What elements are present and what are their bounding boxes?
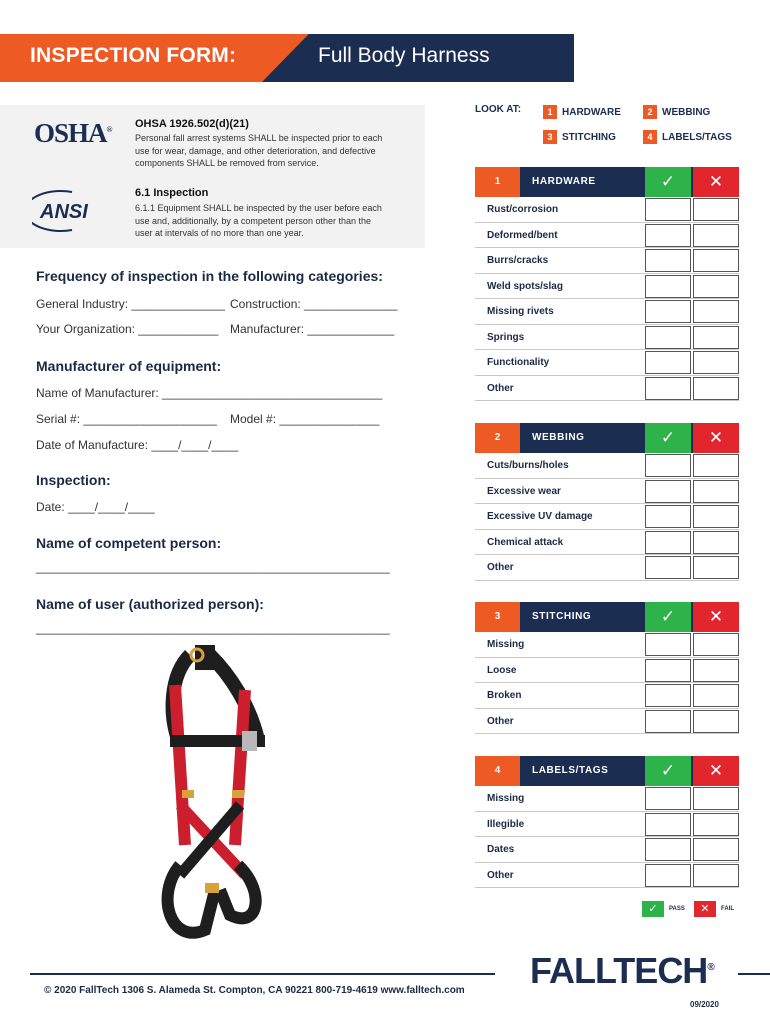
row-label: Missing [487,793,525,804]
table-title: LABELS/TAGS [532,765,609,776]
pass-checkbox[interactable] [645,684,691,707]
manufacturer-heading: Manufacturer of equipment: [36,358,222,374]
pass-checkbox[interactable] [645,787,691,810]
fail-icon: ✕ [693,756,739,786]
lookat-webbing: 2 WEBBING [643,105,710,119]
pass-icon: ✓ [645,167,691,197]
manufacturer-frequency-field[interactable]: Manufacturer: _____________ [230,322,395,336]
table-title: WEBBING [532,432,585,443]
row-label: Loose [487,664,517,676]
table-title: STITCHING [532,611,592,622]
table-number: 2 [475,423,520,453]
pass-checkbox[interactable] [645,556,691,579]
harness-image [150,645,275,955]
table-row [475,453,739,479]
pass-checkbox[interactable] [645,351,691,374]
table-row [475,786,739,812]
pass-checkbox[interactable] [645,813,691,836]
pass-icon: ✓ [645,602,691,632]
legend-fail-icon: ✕ [694,901,716,917]
manufacturer-name-field[interactable]: Name of Manufacturer: _________________________________ [36,386,383,400]
row-label: Missing [487,639,525,650]
row-label: Functionality [487,357,550,368]
fail-checkbox[interactable] [693,275,739,298]
falltech-logo: FALLTECH® [530,950,714,991]
fail-checkbox[interactable] [693,787,739,810]
revision-date: 09/2020 [690,1000,719,1009]
user-field[interactable]: _____________________________________________________ [36,621,390,635]
row-label: Other [487,869,514,881]
lookat-stitching: 3 STITCHING [543,130,616,144]
serial-field[interactable]: Serial #: ____________________ [36,412,217,426]
ansi-logo [32,186,122,234]
manufacture-date-field[interactable]: Date of Manufacture: ____/____/____ [36,438,239,452]
row-label: Missing rivets [487,306,554,317]
competent-person-field[interactable]: _____________________________________________________ [36,560,390,574]
fail-checkbox[interactable] [693,249,739,272]
fail-checkbox[interactable] [693,454,739,477]
osha-logo: OSHA® [34,118,112,148]
pass-checkbox[interactable] [645,531,691,554]
table-row [475,530,739,556]
ansi-text: 6.1.1 Equipment SHALL be inspected by the user before each use and, additionally, by a competent person other than the user at intervals of no more than one year. [135,203,382,238]
pass-checkbox[interactable] [645,300,691,323]
table-row [475,197,739,223]
ansi-code: 6.1 Inspection [135,187,209,199]
table-row [475,223,739,249]
fail-checkbox[interactable] [693,351,739,374]
table-row [475,274,739,300]
pass-checkbox[interactable] [645,275,691,298]
table-row [475,683,739,709]
table-row [475,504,739,530]
fail-checkbox[interactable] [693,710,739,733]
pass-checkbox[interactable] [645,326,691,349]
pass-checkbox[interactable] [645,198,691,221]
row-label: Other [487,715,514,727]
fail-checkbox[interactable] [693,480,739,503]
table-webbing [475,423,739,581]
user-heading: Name of user (authorized person): [36,596,264,612]
row-label: Chemical attack [487,536,564,548]
table-header [475,756,739,786]
table-number: 3 [475,602,520,632]
row-label: Rust/corrosion [487,204,559,215]
table-row [475,325,739,351]
table-row [475,658,739,684]
inspection-date-field[interactable]: Date: ____/____/____ [36,500,155,514]
row-label: Burrs/cracks [487,255,549,266]
inspection-heading: Inspection: [36,472,111,488]
table-header [475,423,739,453]
footer-contact: © 2020 FallTech 1306 S. Alameda St. Compton, CA 90221 800-719-4619 www.falltech.com [44,985,465,996]
row-label: Springs [487,331,525,343]
footer-rule-right [738,973,770,975]
osha-text: Personal fall arrest systems SHALL be inspected prior to each use for wear, damage, and other deterioration, and defective components SHALL be removed from service. [135,133,383,168]
fail-icon: ✕ [693,423,739,453]
legend-pass-label: PASS [669,906,685,912]
table-title: HARDWARE [532,176,596,187]
row-label: Excessive UV damage [487,511,593,522]
table-stitching [475,602,739,734]
fail-checkbox[interactable] [693,531,739,554]
fail-checkbox[interactable] [693,684,739,707]
competent-person-heading: Name of competent person: [36,535,222,551]
table-number: 1 [475,167,520,197]
svg-text:ANSI: ANSI [40,201,88,223]
model-field[interactable]: Model #: _______________ [230,412,380,426]
fail-checkbox[interactable] [693,198,739,221]
table-row [475,248,739,274]
row-label: Other [487,562,514,573]
row-label: Weld spots/slag [487,280,563,292]
lookat-label: LOOK AT: [475,104,522,115]
row-label: Dates [487,844,515,855]
table-row [475,837,739,863]
fail-checkbox[interactable] [693,300,739,323]
row-label: Broken [487,690,522,701]
row-label: Excessive wear [487,485,561,497]
table-row [475,555,739,581]
legend-fail-label: FAIL [721,906,734,912]
lookat-hardware: 1 HARDWARE [543,105,621,119]
fail-icon: ✕ [693,602,739,632]
table-row [475,350,739,376]
pass-checkbox[interactable] [645,505,691,528]
table-hardware [475,167,739,401]
footer-rule [30,973,495,975]
pass-checkbox[interactable] [645,864,691,887]
row-label: Deformed/bent [487,229,558,241]
table-labels-tags [475,756,739,888]
fail-checkbox[interactable] [693,813,739,836]
fail-checkbox[interactable] [693,326,739,349]
general-industry-field[interactable]: General Industry: ______________ [36,297,225,311]
fail-checkbox[interactable] [693,838,739,861]
table-row [475,632,739,658]
pass-checkbox[interactable] [645,454,691,477]
frequency-heading: Frequency of inspection in the following categories: [36,268,383,284]
pass-checkbox[interactable] [645,480,691,503]
fail-checkbox[interactable] [693,659,739,682]
pass-checkbox[interactable] [645,377,691,400]
pass-icon: ✓ [645,423,691,453]
legend-pass-icon: ✓ [642,901,664,917]
fail-checkbox[interactable] [693,556,739,579]
pass-checkbox[interactable] [645,838,691,861]
construction-field[interactable]: Construction: ______________ [230,297,398,311]
row-label: Other [487,382,514,394]
fail-checkbox[interactable] [693,377,739,400]
row-label: Illegible [487,818,525,830]
fail-checkbox[interactable] [693,505,739,528]
table-row [475,479,739,505]
pass-checkbox[interactable] [645,659,691,682]
pass-checkbox[interactable] [645,633,691,656]
lookat-labels: 4 LABELS/TAGS [643,130,732,144]
table-number: 4 [475,756,520,786]
row-label: Cuts/burns/holes [487,460,569,471]
table-row [475,709,739,735]
fail-icon: ✕ [693,167,739,197]
your-organization-field[interactable]: Your Organization: ____________ [36,322,219,336]
table-header [475,167,739,197]
table-row [475,863,739,889]
fail-checkbox[interactable] [693,864,739,887]
pass-icon: ✓ [645,756,691,786]
form-title: INSPECTION FORM: [30,44,237,67]
fail-checkbox[interactable] [693,224,739,247]
pass-checkbox[interactable] [645,710,691,733]
osha-code: OHSA 1926.502(d)(21) [135,118,249,130]
table-row [475,812,739,838]
table-row [475,376,739,402]
pass-checkbox[interactable] [645,249,691,272]
table-row [475,299,739,325]
form-subtitle: Full Body Harness [318,44,490,67]
table-header [475,602,739,632]
pass-checkbox[interactable] [645,224,691,247]
fail-checkbox[interactable] [693,633,739,656]
